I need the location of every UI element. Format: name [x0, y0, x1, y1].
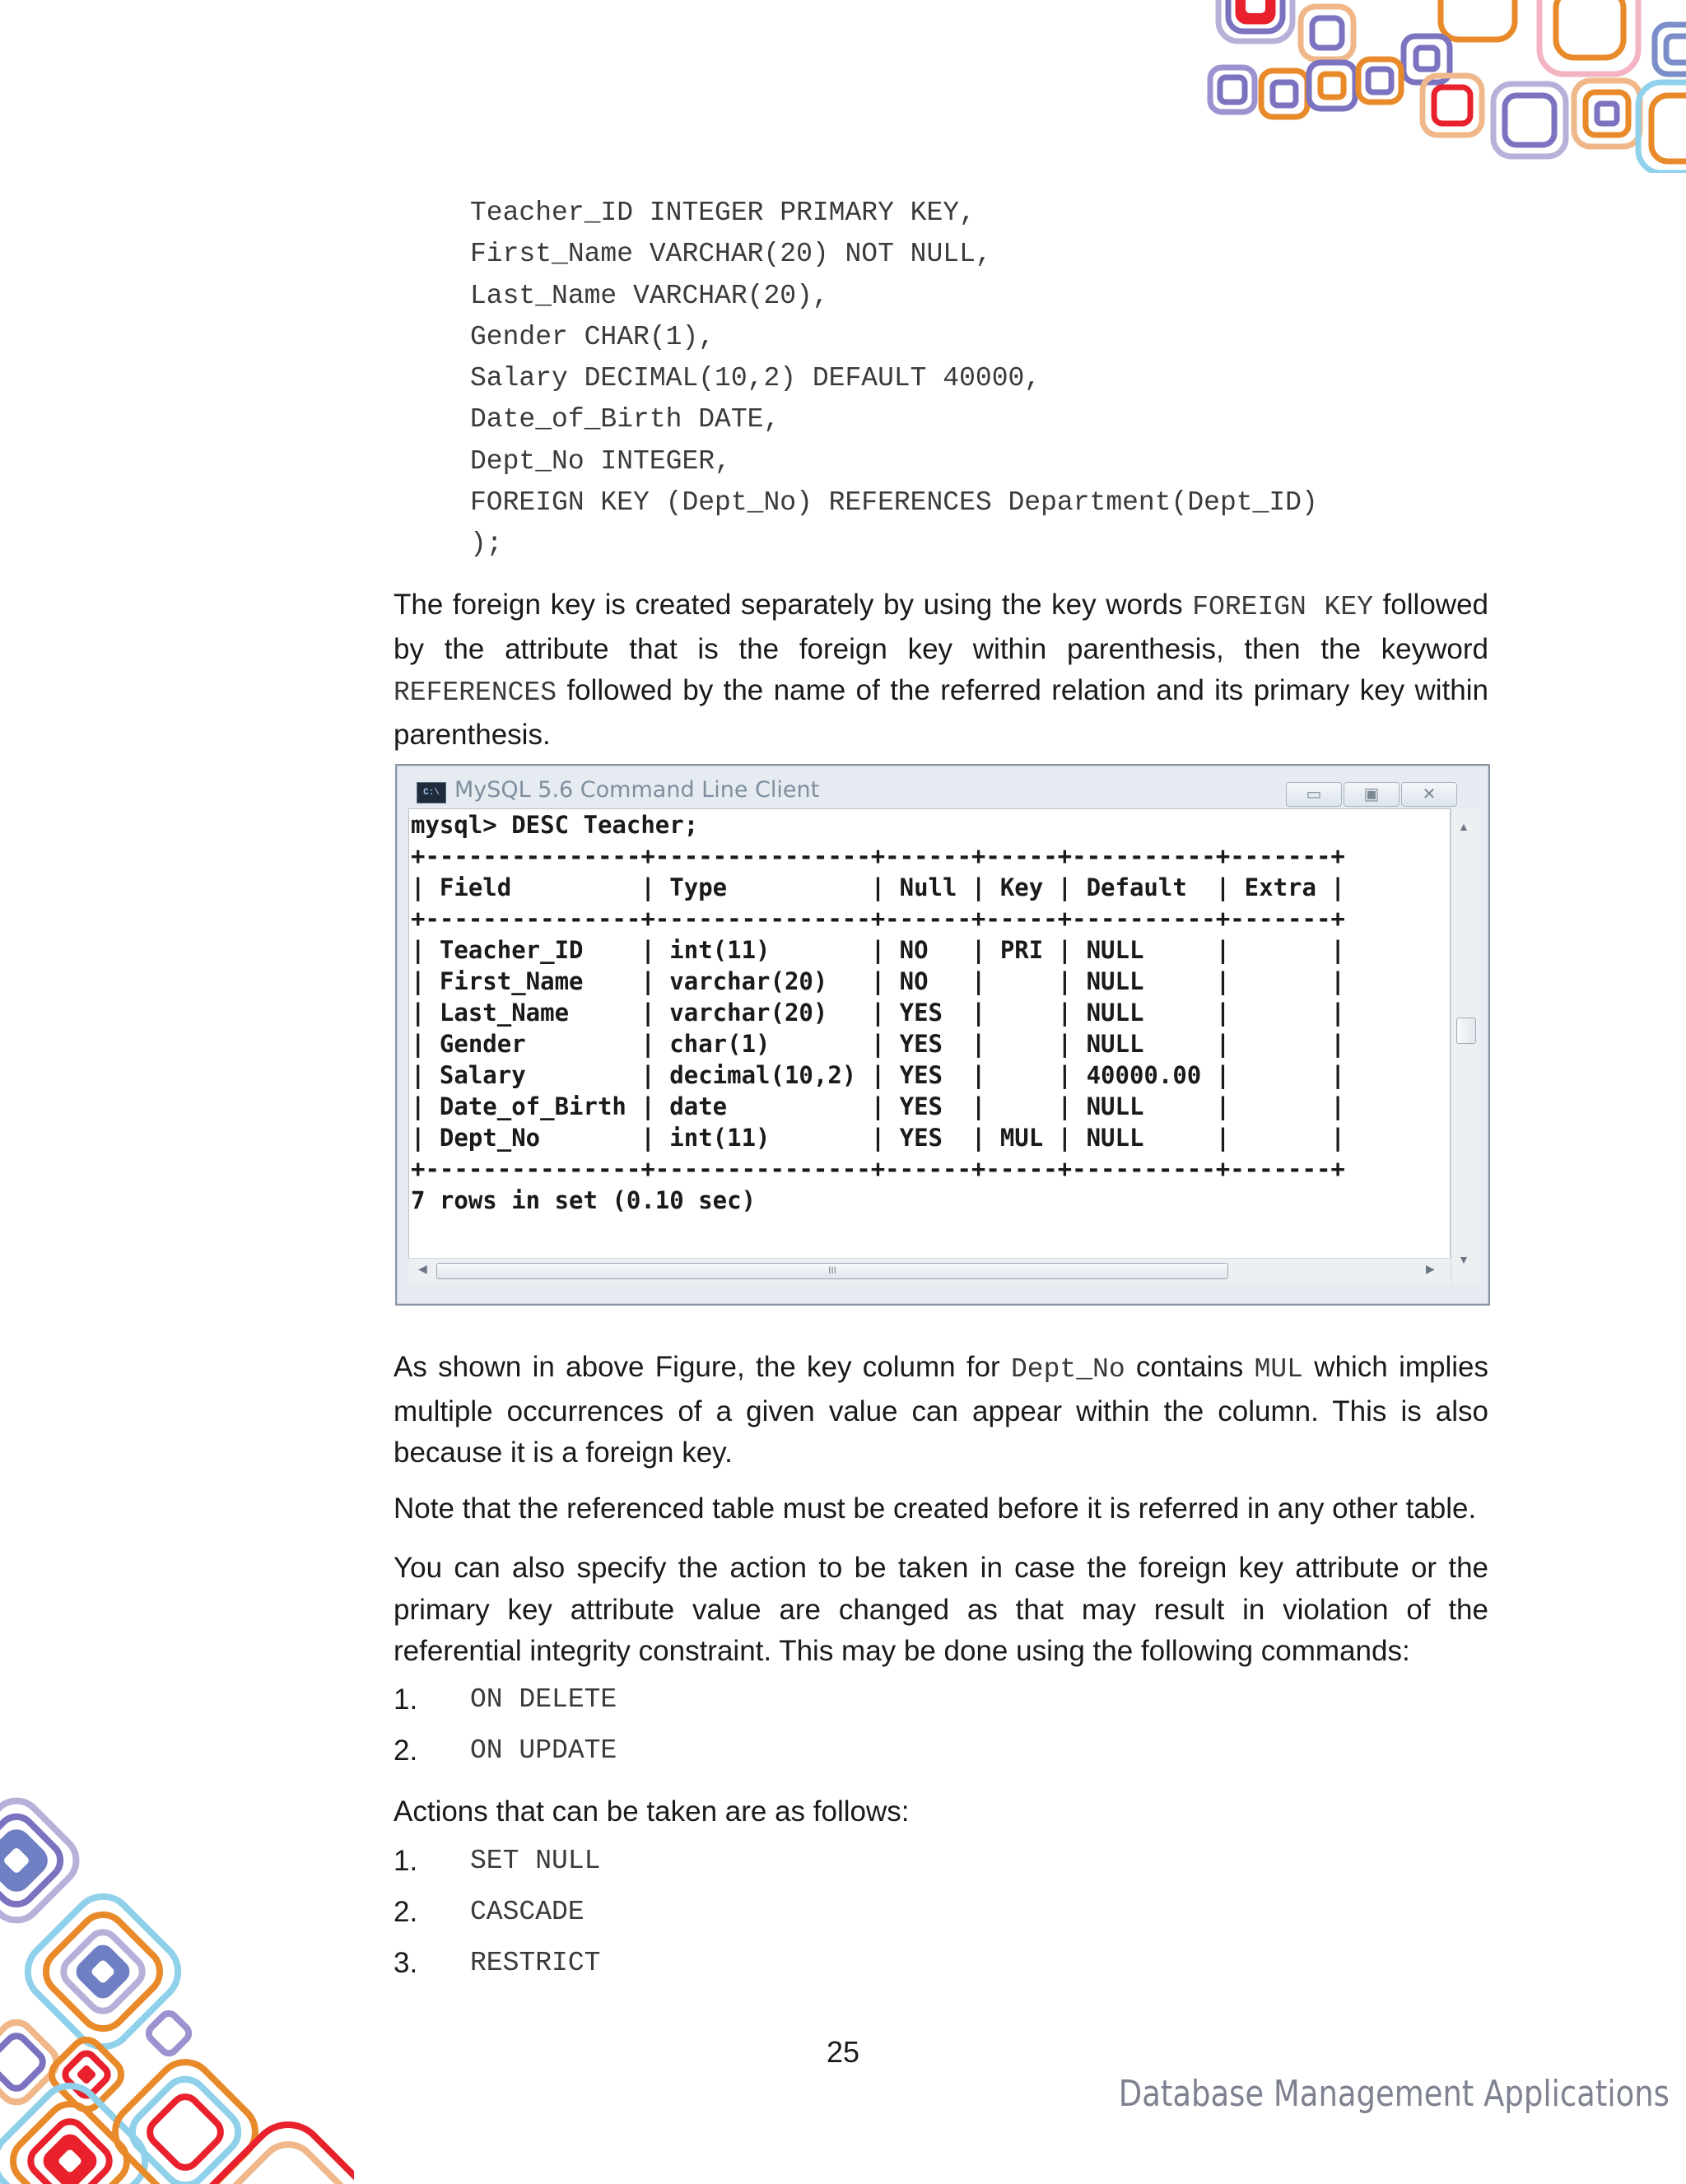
scroll-down-arrow-icon[interactable]: ▼	[1458, 1253, 1469, 1266]
maximize-button[interactable]: ▣	[1344, 782, 1400, 807]
code-line: Last_Name VARCHAR(20),	[470, 280, 829, 311]
minimize-button[interactable]: ▭	[1286, 782, 1342, 807]
window-title: MySQL 5.6 Command Line Client	[454, 777, 820, 803]
code-line: FOREIGN KEY (Dept_No) REFERENCES Department(Dept_ID)	[470, 487, 1318, 519]
code-line: );	[470, 529, 503, 560]
code-line: Dept_No INTEGER,	[470, 445, 731, 477]
code-line: First_Name VARCHAR(20) NOT NULL,	[470, 239, 992, 270]
paragraph-mul-explanation: As shown in above Figure, the key column for Dept_No contains MUL which implies multiple occurrences of a given value can appear within the column. This is also because it is a foreign key.	[394, 1351, 1488, 1469]
console-output-area[interactable]	[408, 808, 1451, 1283]
console-app-icon: C:\	[417, 782, 446, 803]
footer-title: Database Management Applications	[1118, 2073, 1670, 2115]
sql-code-block	[470, 193, 1540, 566]
close-button[interactable]: ✕	[1401, 782, 1457, 807]
vertical-scroll-thumb[interactable]	[1456, 1017, 1476, 1044]
code-line: Teacher_ID INTEGER PRIMARY KEY,	[470, 198, 976, 228]
window-titlebar	[397, 766, 1488, 808]
decorative-squares-bottom	[0, 1786, 354, 2184]
code-line: Salary DECIMAL(10,2) DEFAULT 40000,	[470, 363, 1041, 394]
paragraph-actions-list-intro: Actions that can be taken are as follows:	[394, 1795, 910, 1828]
code-dept-no: Dept_No	[1011, 1354, 1125, 1385]
code-references: REFERENCES	[394, 678, 557, 708]
code-foreign-key: FOREIGN KEY	[1192, 592, 1373, 622]
paragraph-actions-intro: You can also specify the action to be taken in case the foreign key attribute or the primary key attribute value are changed as that may result in violation of the referential integrity constraint. This may be done using the following commands:	[394, 1552, 1488, 1667]
paragraph-note: Note that the referenced table must be created before it is referred in any other table.	[394, 1492, 1477, 1525]
horizontal-scrollbar[interactable]	[408, 1258, 1451, 1283]
scroll-up-arrow-icon[interactable]: ▲	[1458, 820, 1469, 833]
horizontal-scroll-thumb[interactable]: III	[436, 1263, 1228, 1279]
code-mul: MUL	[1254, 1354, 1303, 1385]
decorative-squares-top	[1194, 0, 1686, 173]
vertical-scrollbar[interactable]	[1451, 808, 1479, 1283]
console-output-text: mysql> DESC Teacher; +---------------+---------------+------+-----+----------+-------+ | Field | Type | Null | Key | Default | Extra | +---------------+---------------+------+-----+----------+-------+ | Teacher_ID | int(11) | NO | PRI | NULL | | | First_Name | varchar(20) | NO | | NULL | | | Last_Name | varchar(20) | YES | | NULL | | | Gender | char(1) | YES | | NULL | | | Salary | decimal(10,2) | YES | | 40000.00 | | | Date_of_Birth | date | YES | | NULL | | | Dept_No | int(11) | YES | MUL | NULL | | +---------------+---------------+------+-----+----------+-------+ 7 rows in set (0.10 sec)	[411, 811, 1345, 1214]
page-number: 25	[826, 2035, 860, 2069]
mysql-command-line-window	[395, 764, 1490, 1306]
scroll-right-arrow-icon[interactable]: ▶	[1426, 1262, 1435, 1275]
code-line: Date_of_Birth DATE,	[470, 404, 780, 435]
paragraph-foreign-key: The foreign key is created separately by using the key words FOREIGN KEY followed by the attribute that is the foreign key within parenthesis, then the keyword REFERENCES followed by the name of the referred relation and its primary key within parenthesis.	[394, 589, 1489, 751]
code-line: Gender CHAR(1),	[470, 321, 715, 352]
scroll-left-arrow-icon[interactable]: ◀	[418, 1262, 427, 1275]
